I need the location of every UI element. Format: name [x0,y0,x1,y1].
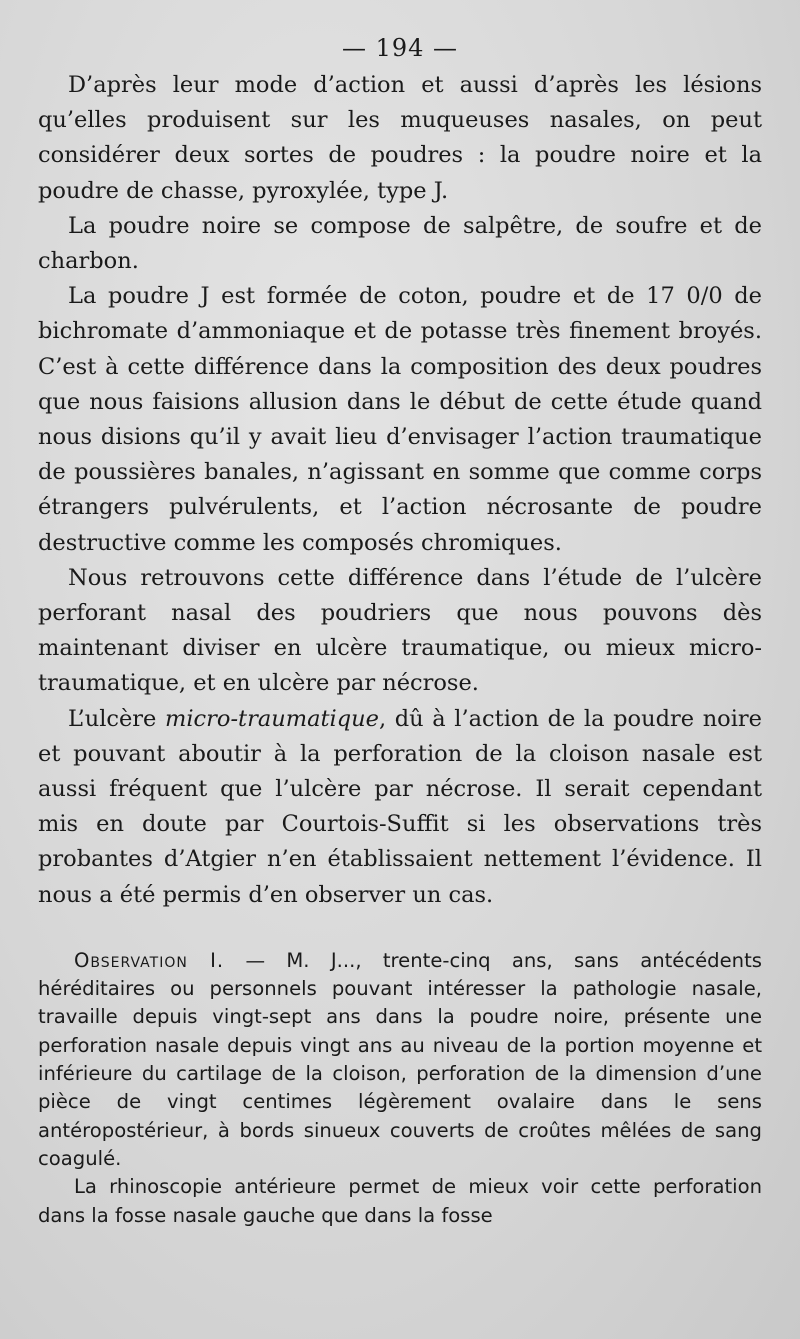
paragraph-powder-j: La poudre J est formée de coton, poudre et de 17 0/0 de bichromate d’ammoniaque et de potasse très finement broyés. C’est à cette différence dans la composition des deux poudres que nous faisions allusion dans le début de cette étude quand nous disions qu’il y avait lieu d’envisager l’action traumatique de poussières banales, n’agissant en somme que comme corps étrangers pulvérulents, et l’action nécrosante de poudre destructive comme les composés chromiques. [38,283,762,556]
document-page [38,28,762,1230]
paragraph-micro-traumatic [38,702,762,913]
section-gap [38,913,762,947]
paragraph-ulcer-division: Nous retrouvons cette différence dans l’étude de l’ulcère perforant nasal des poudriers que nous pouvons dès maintenant diviser en ulcère traumatique, ou mieux micro-traumatique, et en ulcère par nécrose. [38,564,762,697]
observation-continuation: La rhinoscopie antérieure permet de mieux voir cette perforation dans la fosse nasale gauche que dans la fosse [38,1175,762,1227]
micro-emphasis: micro-traumatique [165,705,379,732]
observation-block [38,947,762,1230]
micro-after: , dû à l’action de la poudre noire et pouvant aboutir à la perforation de la cloison nasale est aussi fréquent que l’ulcère par nécrose. Il serait cependant mis en doute par Courtois-Suffit si les observations très probantes d’Atgier n’en établissaient nettement l’évidence. Il nous a été permis d’en observer un cas. [38,705,763,908]
micro-before: L’ulcère [68,705,166,732]
paragraph-black-powder: La poudre noire se compose de salpêtre, de soufre et de charbon. [38,212,762,275]
page-number: — 194 — [341,34,459,62]
observation-paragraph [38,947,762,1173]
observation-text: — M. J..., trente-cinq ans, sans antécédents héréditaires ou personnels pouvant intéresser la pathologie nasale, travaille depuis vingt-sept ans dans la poudre noire, présente une perforation nasale depuis vingt ans au niveau de la portion moyenne et inférieure du cartilage de la cloison, perforation de la dimension d’une pièce de vingt centimes légèrement ovalaire dans le sens antéropostérieur, à bords sinueux couverts de croûtes mêlées de sang coagulé. [38,948,762,1170]
body-text [38,68,762,913]
observation-lead: Observation I. [74,948,225,972]
paragraph-powder-types: D’après leur mode d’action et aussi d’après les lésions qu’elles produisent sur les muqueuses nasales, on peut considérer deux sortes de poudres : la poudre noire et la poudre de chasse, pyroxylée, type J. [38,72,762,204]
